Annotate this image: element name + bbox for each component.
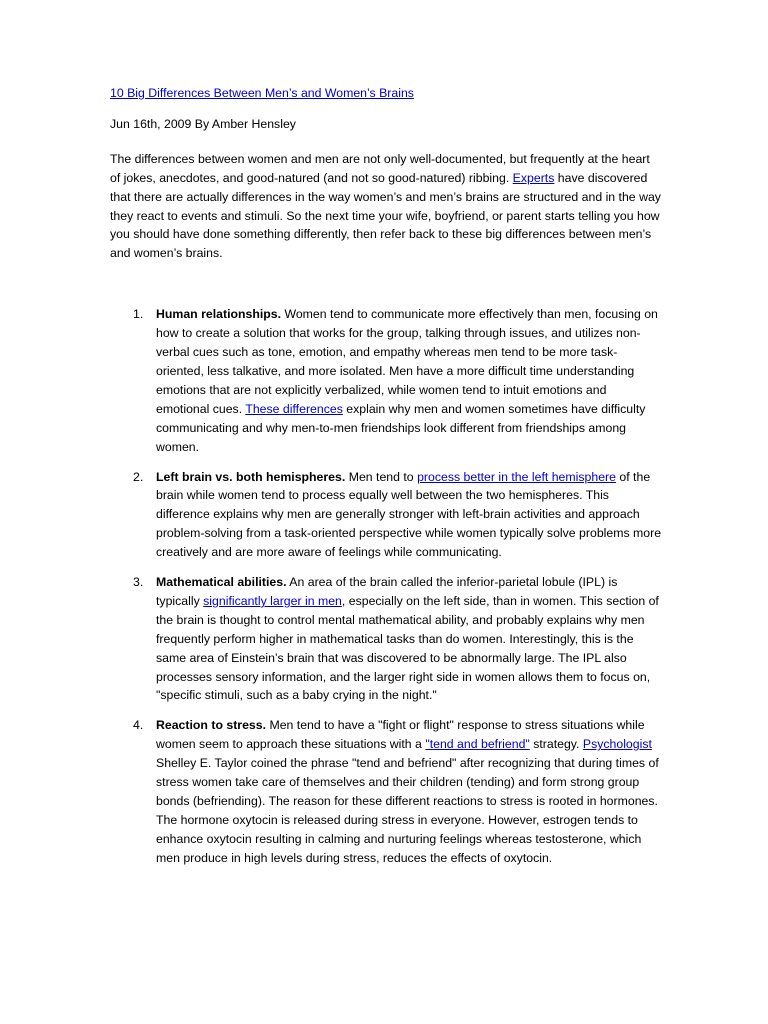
item-text: explain why men and women sometimes have difficulty communicating and why men-to-men friendships look different from friendships among women. — [156, 401, 646, 454]
item-text: Shelley E. Taylor coined the phrase "tend and befriend" after recognizing that during times of stress women take care of themselves and their children (tending) and form strong group bonds (befriending). The reason for these different reactions to stress is rooted in hormones. The hormone oxytocin is released during stress in everyone. However, estrogen tends to enhance oxytocin resulting in calming and nurturing feelings whereas testosterone, which men produce in high levels during stress, reduces the effects of oxytocin. — [156, 756, 659, 865]
item-text: Men tend to have a "fight or flight" response to stress situations while women seem to approach these situations with a — [156, 718, 645, 752]
item-text: , especially on the left side, than in women. This section of the brain is thought to control mental mathematical ability, and probably explains why men frequently perform higher in mathematical tasks than do women. Interestingly, this is the same area of Einstein’s brain that was discovered to be abnormally large. The IPL also processes sensory information, and the larger right side in women allows them to focus on, "specific stimuli, such as a baby crying in the night." — [156, 593, 659, 703]
document-page — [110, 84, 662, 879]
item-number: 2. — [133, 469, 144, 484]
item-number: 4. — [133, 718, 144, 733]
item-text: strategy. — [529, 737, 583, 752]
item-text: of the brain while women tend to process equally well between the two hemispheres. This difference explains why men are generally stronger with left-brain activities and approach problem-solving from a task-oriented perspective while women typically solve problems more creatively and are more aware of feelings while communicating. — [156, 469, 662, 560]
experts-link[interactable]: Experts — [512, 170, 555, 185]
item-number: 3. — [133, 575, 144, 590]
differences-list — [110, 305, 662, 867]
list-item — [110, 573, 662, 705]
item-text: Women tend to communicate more effectively than men, focusing on how to create a solution that works for the group, talking through issues, and utilizes non-verbal cues such as tone, emotion, and empathy whereas men tend to be more task-oriented, less talkative, and more isolated. Men have a more difficult time understanding emotions that are not explicitly verbalized, while women tend to intuit emotions and emotional cues. — [156, 307, 658, 416]
item-heading: Mathematical abilities. — [156, 575, 287, 590]
intro-text-1: The differences between women and men are not only well-documented, but frequently at the heart of jokes, anecdotes, and good-natured (and not so good-natured) ribbing. — [110, 151, 650, 185]
psychologist-link[interactable]: Psychologist — [582, 737, 652, 752]
list-item — [110, 716, 662, 867]
intro-text-2: have discovered that there are actually differences in the way women’s and men’s brains are structured and in the way they react to events and stimuli. So the next time your wife, boyfriend, or parent starts telling you how you should have done something differently, then refer back to these big differences between men’s and women’s brains. — [110, 170, 661, 261]
item-heading: Human relationships. — [156, 307, 282, 322]
item-text: An area of the brain called the inferior-parietal lobule (IPL) is typically — [156, 575, 618, 608]
tend-and-befriend-link[interactable]: "tend and befriend" — [425, 737, 530, 752]
larger-in-men-link[interactable]: significantly larger in men — [203, 593, 342, 608]
item-text: Men tend to — [345, 469, 418, 484]
intro-paragraph — [110, 150, 662, 263]
item-heading: Left brain vs. both hemispheres. — [156, 469, 346, 484]
left-hemisphere-link[interactable]: process better in the left hemisphere — [417, 469, 616, 484]
these-differences-link[interactable]: These differences — [245, 401, 343, 416]
item-number: 1. — [133, 307, 144, 322]
list-item — [110, 305, 662, 456]
item-heading: Reaction to stress. — [156, 718, 267, 733]
article-title-line — [110, 84, 662, 103]
article-title-link[interactable]: 10 Big Differences Between Men’s and Women’s Brains — [110, 86, 414, 100]
list-item — [110, 468, 662, 563]
article-byline: Jun 16th, 2009 By Amber Hensley — [110, 116, 296, 131]
